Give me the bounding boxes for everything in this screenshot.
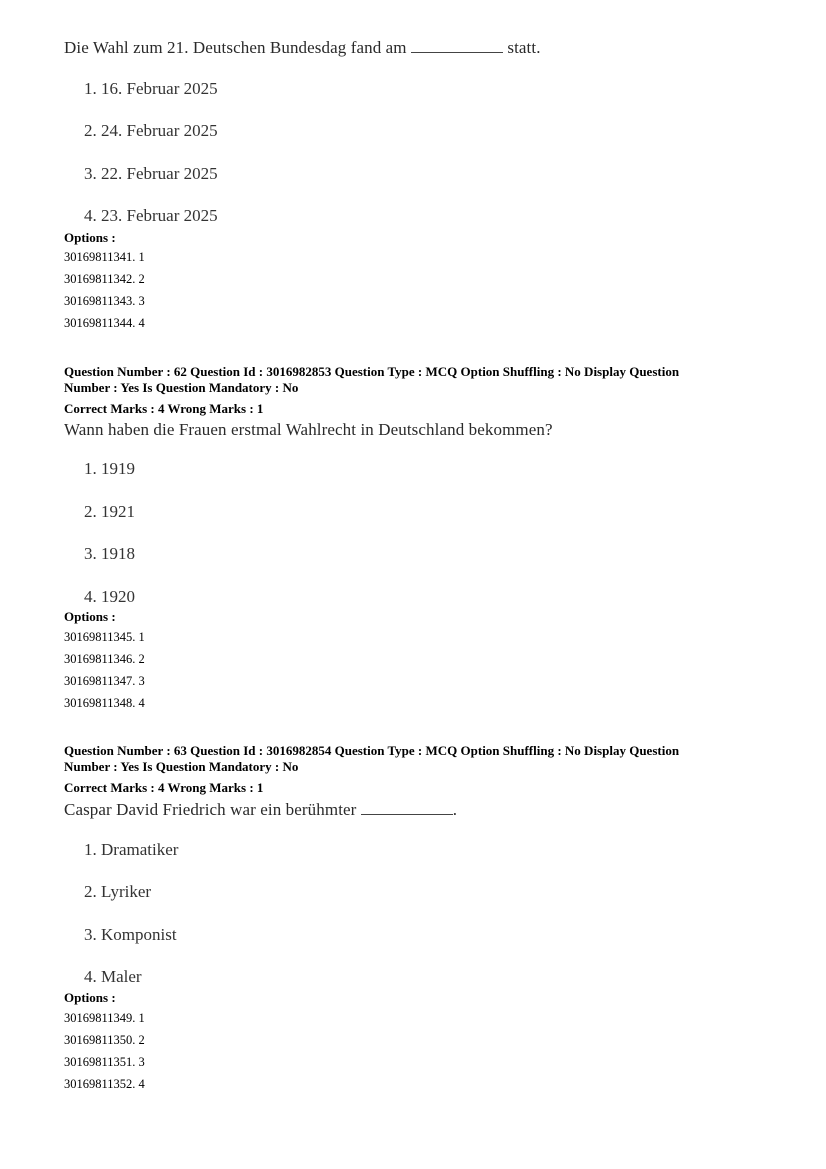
question-63-text-after: . <box>452 800 458 819</box>
question-62-marks: Correct Marks : 4 Wrong Marks : 1 <box>64 401 264 416</box>
question-63-meta-line-2: Number : Yes Is Question Mandatory : No <box>64 759 299 774</box>
question-61-choice-3: 3. 22. Februar 2025 <box>84 164 218 183</box>
answer-blank <box>361 813 453 815</box>
question-63-choice-3: 3. Komponist <box>84 925 177 944</box>
question-62-options-label: Options : <box>64 609 116 624</box>
question-61-choice-1: 1. 16. Februar 2025 <box>84 79 218 98</box>
question-62-choice-4: 4. 1920 <box>84 587 135 606</box>
question-62-option-id-4: 30169811348. 4 <box>64 696 145 710</box>
question-63-option-id-4: 30169811352. 4 <box>64 1077 145 1091</box>
question-62-choice-3: 3. 1918 <box>84 544 135 563</box>
question-61-text <box>64 38 541 58</box>
question-61-option-id-1: 30169811341. 1 <box>64 250 145 264</box>
question-62-choice-2: 2. 1921 <box>84 502 135 521</box>
question-61-choice-2: 2. 24. Februar 2025 <box>84 121 218 140</box>
question-62-option-id-1: 30169811345. 1 <box>64 630 145 644</box>
question-62-option-id-2: 30169811346. 2 <box>64 652 145 666</box>
question-63-option-id-1: 30169811349. 1 <box>64 1011 145 1025</box>
question-63-option-id-3: 30169811351. 3 <box>64 1055 145 1069</box>
question-63-meta-line-1: Question Number : 63 Question Id : 3016982854 Question Type : MCQ Option Shuffling : No Display Question <box>64 743 680 758</box>
question-61-option-id-4: 30169811344. 4 <box>64 316 145 330</box>
question-63-options-label: Options : <box>64 990 116 1005</box>
question-61-text-before: Die Wahl zum 21. Deutschen Bundesdag fand am <box>64 38 407 57</box>
question-62-choice-1: 1. 1919 <box>84 459 135 478</box>
question-61-options-label: Options : <box>64 230 116 245</box>
question-63-option-id-2: 30169811350. 2 <box>64 1033 145 1047</box>
question-62-meta-line-1: Question Number : 62 Question Id : 3016982853 Question Type : MCQ Option Shuffling : No Display Question <box>64 364 680 379</box>
question-63-marks: Correct Marks : 4 Wrong Marks : 1 <box>64 780 264 795</box>
question-62-option-id-3: 30169811347. 3 <box>64 674 145 688</box>
question-63-choice-4: 4. Maler <box>84 967 142 986</box>
question-62-text: Wann haben die Frauen erstmal Wahlrecht in Deutschland bekommen? <box>64 420 553 439</box>
question-63-meta <box>64 743 774 775</box>
question-61-option-id-2: 30169811342. 2 <box>64 272 145 286</box>
question-63-choice-2: 2. Lyriker <box>84 882 152 901</box>
question-63-choice-1: 1. Dramatiker <box>84 840 179 859</box>
question-63-text <box>64 800 457 820</box>
question-61-option-id-3: 30169811343. 3 <box>64 294 145 308</box>
question-61-choice-4: 4. 23. Februar 2025 <box>84 206 218 225</box>
question-62-meta <box>64 364 774 396</box>
question-62-meta-line-2: Number : Yes Is Question Mandatory : No <box>64 380 299 395</box>
question-63-text-before: Caspar David Friedrich war ein berühmter <box>64 800 357 819</box>
question-61-text-after: statt. <box>507 38 541 57</box>
answer-blank <box>411 51 503 53</box>
